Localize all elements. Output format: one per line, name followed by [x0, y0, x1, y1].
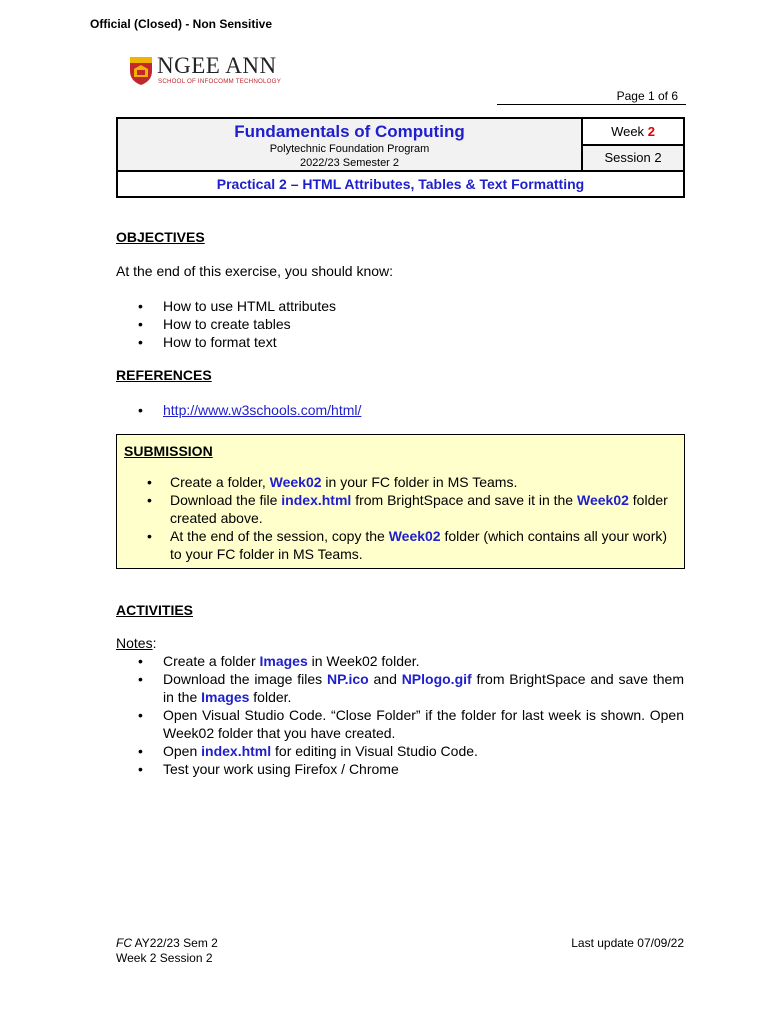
text: Create a folder [163, 653, 260, 669]
text: in your FC folder in MS Teams. [321, 474, 518, 490]
activities-heading: ACTIVITIES [116, 602, 194, 618]
page-number-rule [497, 104, 686, 105]
text: folder created above. [170, 492, 668, 526]
last-update-label: Last update 07/09/22 [571, 936, 684, 950]
text: Open [163, 743, 202, 759]
file-name: NPlogo.gif [401, 671, 472, 687]
file-name: index.html [201, 743, 272, 759]
list-item [117, 527, 678, 563]
ngee-ann-logo [128, 55, 288, 89]
references-heading: REFERENCES [116, 367, 212, 383]
list-item: • How to use HTML attributes [116, 297, 336, 315]
text: from BrightSpace and save it in the [351, 492, 577, 508]
course-info-cell [117, 118, 582, 171]
folder-name: Images [259, 653, 308, 669]
text: for editing in Visual Studio Code. [271, 743, 478, 759]
text: folder (which contains all your work) to your FC folder in MS Teams. [170, 528, 668, 562]
text: and [368, 671, 402, 687]
text: Download the file [170, 492, 282, 508]
file-name: NP.ico [326, 671, 369, 687]
page-number: Page 1 of 6 [616, 89, 678, 103]
folder-name: Week02 [388, 528, 441, 544]
text: Create a folder, [170, 474, 270, 490]
week-number: 2 [647, 123, 655, 139]
course-header-table [116, 117, 685, 198]
list-item: • Test your work using Firefox / Chrome [116, 760, 684, 778]
w3schools-link[interactable]: http://www.w3schools.com/html/ [163, 402, 362, 418]
practical-title: Practical 2 – HTML Attributes, Tables & Text Formatting [117, 171, 684, 197]
semester-label: 2022/23 Semester 2 [299, 157, 400, 169]
text: At the end of the session, copy the [170, 528, 389, 544]
week-cell [582, 118, 684, 145]
folder-name: Week02 [577, 492, 629, 508]
list-item [116, 401, 361, 419]
notes-colon: : [152, 635, 157, 651]
course-title: Fundamentals of Computing [234, 122, 465, 141]
objectives-list [116, 297, 336, 351]
session-cell: Session 2 [582, 145, 684, 172]
list-item [116, 652, 684, 670]
list-item [116, 670, 684, 706]
list-item [117, 473, 678, 491]
notes-list [116, 652, 684, 778]
text: in Week02 folder. [307, 653, 420, 669]
list-item [116, 742, 684, 760]
text: from BrightSpace and save them in the [163, 671, 685, 705]
logo-name: NGEE ANN [157, 53, 277, 78]
notes-label: Notes [116, 635, 153, 651]
objectives-heading: OBJECTIVES [116, 229, 205, 245]
objectives-intro: At the end of this exercise, you should know: [116, 263, 394, 279]
text: folder. [249, 689, 292, 705]
list-item [117, 491, 678, 527]
crest-icon [128, 55, 154, 86]
course-code: FC [116, 936, 132, 950]
submission-heading: SUBMISSION [124, 443, 213, 459]
folder-name: Images [201, 689, 250, 705]
footer-course-line [116, 936, 218, 951]
text: Download the image files [163, 671, 327, 687]
classification-label: Official (Closed) - Non Sensitive [90, 17, 273, 31]
term: AY22/23 Sem 2 [132, 936, 218, 950]
submission-list [117, 473, 678, 563]
folder-name: Week02 [269, 474, 322, 490]
week-session-label: Week 2 Session 2 [116, 951, 213, 965]
program-name: Polytechnic Foundation Program [269, 143, 430, 155]
week-label: Week [611, 123, 645, 139]
list-item: • How to format text [116, 333, 336, 351]
list-item: • How to create tables [116, 315, 336, 333]
submission-box [116, 434, 685, 569]
logo-subtitle: SCHOOL OF INFOCOMM TECHNOLOGY [158, 78, 282, 85]
footer-left [116, 936, 218, 966]
list-item: • Open Visual Studio Code. “Close Folder” if the folder for last week is shown. Open Week02 folder that you have created. [116, 706, 684, 742]
references-list [116, 401, 361, 419]
file-name: index.html [281, 492, 352, 508]
notes-label-wrap [116, 635, 156, 651]
